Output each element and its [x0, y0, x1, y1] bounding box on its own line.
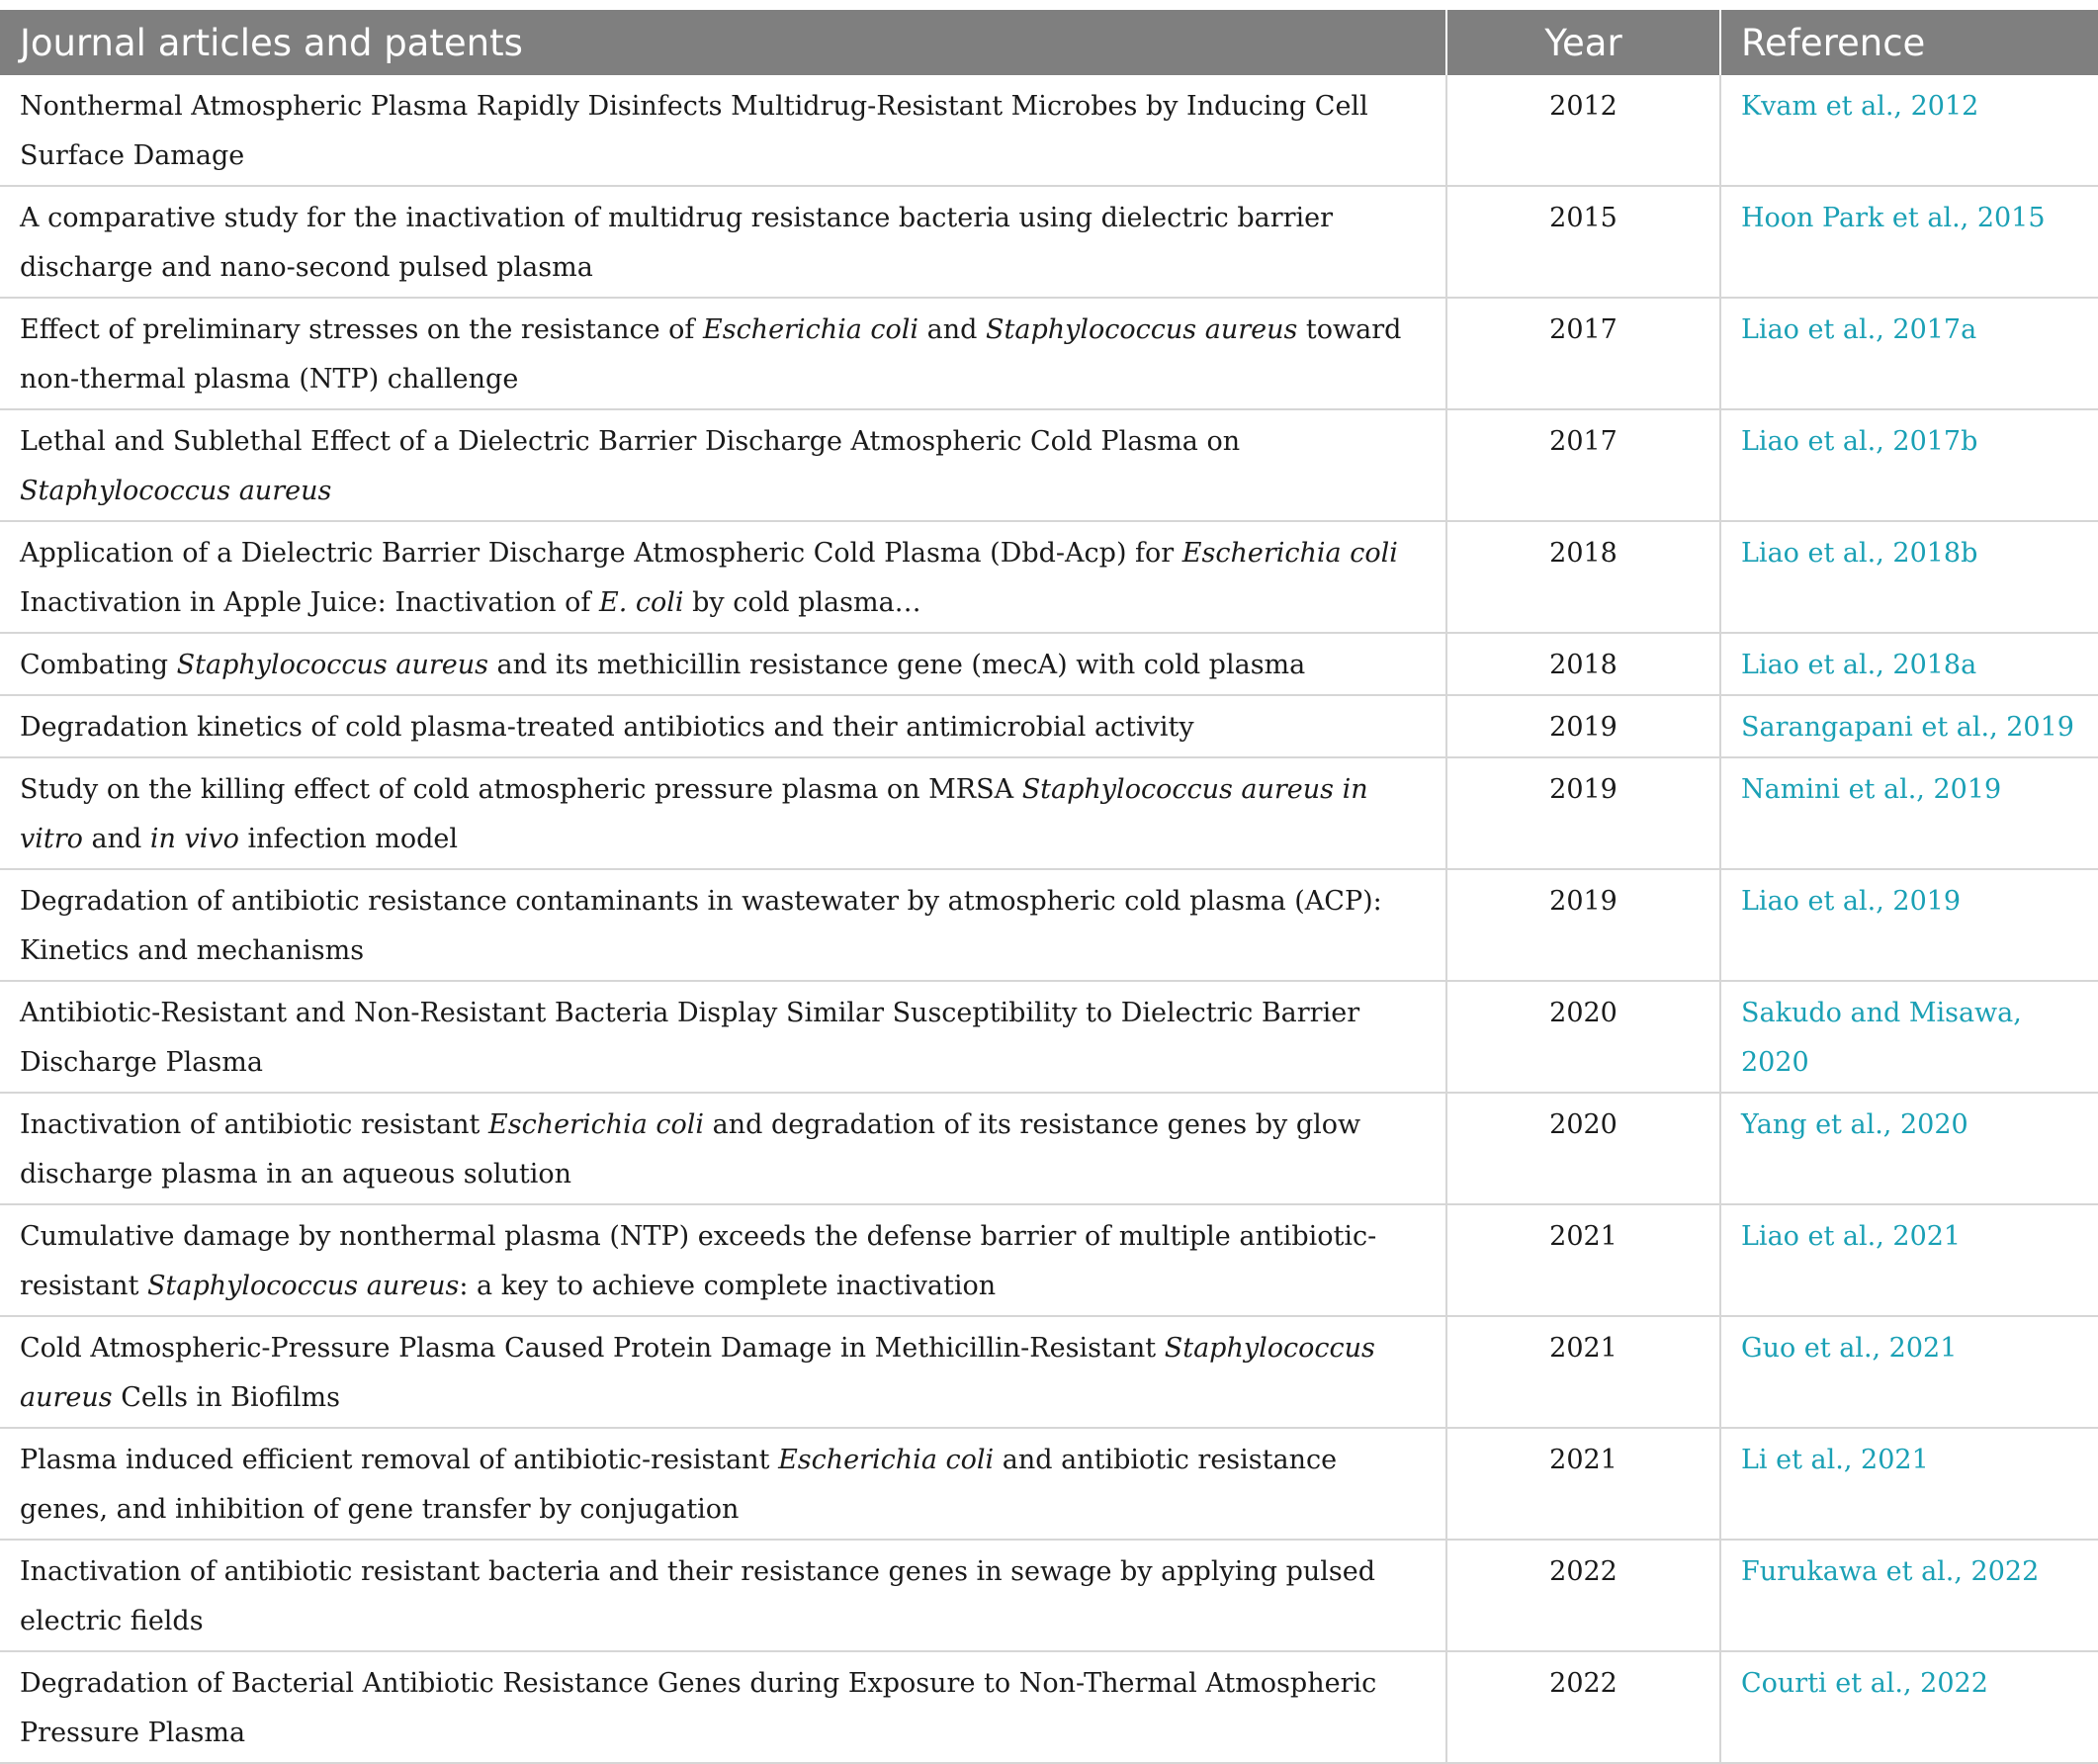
article-title-segment: Study on the killing effect of cold atmospheric pressure plasma on MRSA — [20, 774, 1022, 805]
article-title-segment: and its methicillin resistance gene (mecA) with cold plasma — [487, 650, 1306, 680]
reference-link[interactable]: Hoon Park et al., 2015 — [1720, 186, 2098, 298]
article-title-segment: Degradation of antibiotic resistance contaminants in wastewater by atmospheric cold plasma (ACP): Kinetics and mechanisms — [20, 886, 1382, 966]
reference-link[interactable]: Furukawa et al., 2022 — [1720, 1540, 2098, 1651]
article-year: 2020 — [1446, 1093, 1720, 1204]
article-year: 2015 — [1446, 186, 1720, 298]
article-title — [0, 75, 1446, 186]
reference-link[interactable]: Guo et al., 2021 — [1720, 1316, 2098, 1428]
article-title — [0, 1428, 1446, 1540]
header-title: Journal articles and patents — [0, 10, 1446, 75]
article-title-segment: Combating — [20, 650, 177, 680]
article-title-segment: and — [918, 314, 987, 345]
article-year: 2017 — [1446, 298, 1720, 409]
article-title-italic-segment: Staphylococcus aureus — [176, 650, 488, 680]
article-title-segment: A comparative study for the inactivation of multidrug resistance bacteria using dielectric barrier discharge and nano-second pulsed plasma — [20, 203, 1334, 283]
reference-link[interactable]: Yang et al., 2020 — [1720, 1093, 2098, 1204]
table-row — [0, 869, 2098, 981]
article-title — [0, 1651, 1446, 1763]
article-year: 2018 — [1446, 521, 1720, 633]
article-title-segment: by cold plasma… — [683, 587, 921, 618]
table-row — [0, 1093, 2098, 1204]
article-title-italic-segment: Escherichia coli — [703, 314, 919, 345]
reference-link[interactable]: Courti et al., 2022 — [1720, 1651, 2098, 1763]
table-row — [0, 695, 2098, 757]
table-row — [0, 757, 2098, 869]
article-title-segment: Cumulative damage by nonthermal plasma (NTP) exceeds the defense barrier of multiple antibiotic-resistant — [20, 1221, 1377, 1301]
article-title — [0, 869, 1446, 981]
article-title-segment: Antibiotic-Resistant and Non-Resistant Bacteria Display Similar Susceptibility to Dielectric Barrier Discharge Plasma — [20, 998, 1360, 1078]
article-title — [0, 409, 1446, 521]
article-title-italic-segment: Escherichia coli — [778, 1445, 995, 1475]
article-title-segment: Effect of preliminary stresses on the resistance of — [20, 314, 703, 345]
table-row — [0, 521, 2098, 633]
article-title-italic-segment: Staphylococcus aureus in vitro — [20, 774, 1368, 854]
article-year: 2019 — [1446, 869, 1720, 981]
article-title-italic-segment: Staphylococcus aureus — [20, 476, 332, 506]
article-year: 2022 — [1446, 1540, 1720, 1651]
table-row — [0, 1204, 2098, 1316]
article-year: 2019 — [1446, 695, 1720, 757]
article-title-segment: : a key to achieve complete inactivation — [459, 1271, 997, 1301]
table-body — [0, 75, 2098, 1763]
article-title-italic-segment: Staphylococcus aureus — [20, 1333, 1375, 1413]
article-title-italic-segment: Escherichia coli — [488, 1109, 705, 1140]
header-row — [0, 10, 2098, 75]
article-title-segment: Nonthermal Atmospheric Plasma Rapidly Disinfects Multidrug-Resistant Microbes by Inducing Cell Surface Damage — [20, 91, 1368, 171]
reference-link[interactable]: Liao et al., 2019 — [1720, 869, 2098, 981]
article-title-segment: Lethal and Sublethal Effect of a Dielectric Barrier Discharge Atmospheric Cold Plasma on — [20, 426, 1241, 457]
article-title-segment: toward non-thermal plasma (NTP) challenge — [20, 314, 1402, 395]
reference-link[interactable]: Liao et al., 2017b — [1720, 409, 2098, 521]
article-title-segment: and degradation of its resistance genes by glow discharge plasma in an aqueous solution — [20, 1109, 1361, 1190]
article-title-italic-segment: in vivo — [149, 824, 239, 854]
reference-link[interactable]: Liao et al., 2018a — [1720, 633, 2098, 695]
reference-link[interactable]: Kvam et al., 2012 — [1720, 75, 2098, 186]
article-title — [0, 1093, 1446, 1204]
article-title — [0, 981, 1446, 1093]
reference-link[interactable]: Liao et al., 2017a — [1720, 298, 2098, 409]
article-title — [0, 1316, 1446, 1428]
article-year: 2018 — [1446, 633, 1720, 695]
article-year: 2021 — [1446, 1316, 1720, 1428]
article-title-segment: Inactivation in Apple Juice: Inactivation of — [20, 587, 599, 618]
reference-link[interactable]: Sakudo and Misawa, 2020 — [1720, 981, 2098, 1093]
reference-link[interactable]: Li et al., 2021 — [1720, 1428, 2098, 1540]
article-title-segment: Cold Atmospheric-Pressure Plasma Caused Protein Damage in Methicillin-Resistant — [20, 1333, 1165, 1364]
article-year: 2012 — [1446, 75, 1720, 186]
article-title — [0, 186, 1446, 298]
article-title-segment: Application of a Dielectric Barrier Discharge Atmospheric Cold Plasma (Dbd-Acp) for — [20, 538, 1182, 569]
table-row — [0, 75, 2098, 186]
article-year: 2020 — [1446, 981, 1720, 1093]
article-title-italic-segment: Staphylococcus aureus — [986, 314, 1298, 345]
reference-link[interactable]: Sarangapani et al., 2019 — [1720, 695, 2098, 757]
reference-link[interactable]: Namini et al., 2019 — [1720, 757, 2098, 869]
article-title — [0, 1540, 1446, 1651]
header-year: Year — [1446, 10, 1720, 75]
article-title-segment: and antibiotic resistance genes, and inhibition of gene transfer by conjugation — [20, 1445, 1338, 1525]
article-year: 2017 — [1446, 409, 1720, 521]
article-title — [0, 695, 1446, 757]
table-row — [0, 186, 2098, 298]
article-title-segment: and — [82, 824, 150, 854]
table-row — [0, 409, 2098, 521]
article-title-segment: infection model — [238, 824, 459, 854]
article-title-italic-segment: Staphylococcus aureus — [147, 1271, 460, 1301]
article-title-italic-segment: Escherichia coli — [1181, 538, 1398, 569]
article-title — [0, 1204, 1446, 1316]
article-title-segment: Degradation kinetics of cold plasma-treated antibiotics and their antimicrobial activity — [20, 712, 1194, 743]
table-row — [0, 981, 2098, 1093]
article-title-segment: Inactivation of antibiotic resistant — [20, 1109, 488, 1140]
references-table — [0, 10, 2098, 1764]
article-title-segment: Degradation of Bacterial Antibiotic Resistance Genes during Exposure to Non-Thermal Atmospheric Pressure Plasma — [20, 1668, 1377, 1748]
table-row — [0, 1540, 2098, 1651]
article-title — [0, 757, 1446, 869]
table-row — [0, 298, 2098, 409]
header-reference: Reference — [1720, 10, 2098, 75]
table-row — [0, 633, 2098, 695]
article-title — [0, 521, 1446, 633]
article-year: 2022 — [1446, 1651, 1720, 1763]
article-title-segment: Inactivation of antibiotic resistant bacteria and their resistance genes in sewage by applying pulsed electric fields — [20, 1556, 1376, 1636]
reference-link[interactable]: Liao et al., 2021 — [1720, 1204, 2098, 1316]
article-title-segment: Cells in Biofilms — [112, 1382, 340, 1413]
table-row — [0, 1428, 2098, 1540]
reference-link[interactable]: Liao et al., 2018b — [1720, 521, 2098, 633]
article-year: 2021 — [1446, 1428, 1720, 1540]
article-year: 2019 — [1446, 757, 1720, 869]
article-title-italic-segment: E. coli — [598, 587, 684, 618]
article-title — [0, 298, 1446, 409]
article-year: 2021 — [1446, 1204, 1720, 1316]
table-row — [0, 1316, 2098, 1428]
article-title — [0, 633, 1446, 695]
table-row — [0, 1651, 2098, 1763]
article-title-segment: Plasma induced efficient removal of antibiotic-resistant — [20, 1445, 779, 1475]
